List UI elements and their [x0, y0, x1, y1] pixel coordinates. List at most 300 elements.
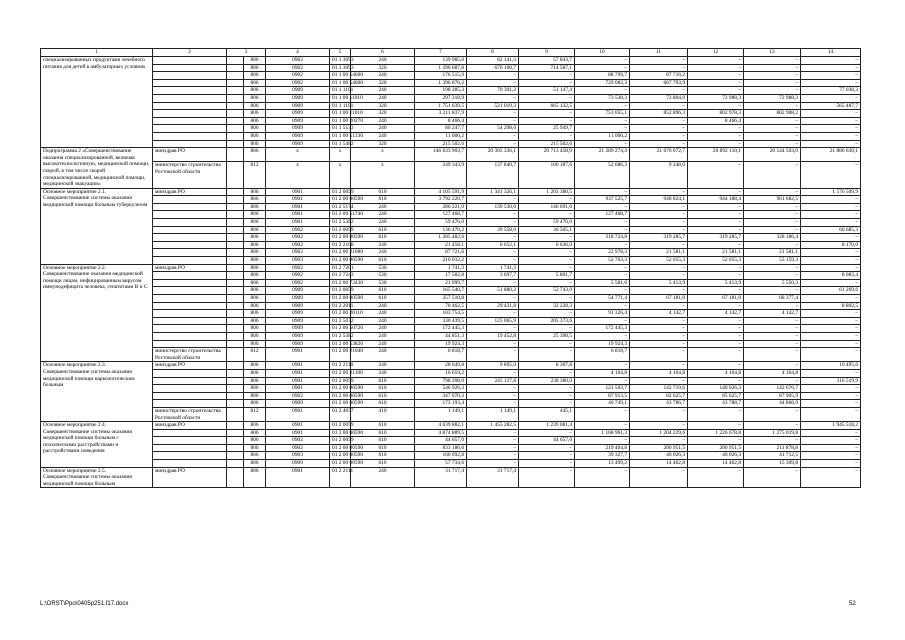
grbs-code-cell: 806	[244, 317, 266, 325]
target-article-cell: 01 2 0059	[330, 422, 351, 430]
amount-cell: –	[744, 241, 801, 249]
section-code-cell: 0902	[266, 57, 330, 65]
amount-cell: 802 978,3	[688, 110, 744, 118]
performer-cell	[153, 87, 227, 95]
amount-cell: –	[801, 94, 861, 102]
amount-cell: –	[688, 317, 744, 325]
amount-cell: 1 341 326,1	[467, 188, 519, 196]
target-article-cell: 01 2 0059	[330, 226, 351, 234]
column-number: 11	[630, 49, 688, 57]
target-article-cell: 01 1 00 51330	[330, 132, 351, 140]
grbs-code-cell: 806	[244, 264, 266, 272]
amount-cell: –	[744, 302, 801, 310]
amount-cell: 249 343,9	[415, 162, 467, 188]
amount-cell: –	[575, 226, 630, 234]
amount-cell: –	[575, 102, 630, 110]
performer-cell	[153, 241, 227, 249]
amount-cell: 802 908,2	[744, 110, 801, 118]
table-row	[41, 400, 861, 408]
amount-cell: 729 082,3	[575, 79, 630, 87]
amount-cell: 5 550,3	[744, 279, 801, 287]
performer-cell: минздрав РО	[153, 362, 227, 370]
expense-type-cell: 530	[351, 279, 415, 287]
grbs-code-cell: 806	[244, 332, 266, 340]
grbs-code-cell: 806	[244, 57, 266, 65]
performer-cell	[153, 211, 227, 219]
grbs-code-cell: 806	[244, 87, 266, 95]
amount-cell: 72 988,3	[744, 94, 801, 102]
column-number: 9	[519, 49, 575, 57]
performer-cell	[153, 249, 227, 257]
amount-cell: –	[519, 400, 575, 408]
expense-type-cell: 320	[351, 140, 415, 148]
amount-cell: –	[467, 310, 519, 318]
amount-cell: –	[519, 460, 575, 468]
amount-cell: –	[630, 226, 688, 234]
amount-cell: 44 657,0	[519, 437, 575, 445]
expense-type-cell: 240	[351, 332, 415, 340]
section-code-cell: 0909	[266, 332, 330, 340]
grbs-code-cell: 806	[244, 325, 266, 333]
amount-cell: 20 544 503,0	[744, 148, 801, 162]
amount-cell: –	[519, 385, 575, 393]
expense-type-cell: 610	[351, 257, 415, 265]
amount-cell: –	[467, 257, 519, 265]
amount-cell: –	[467, 437, 519, 445]
amount-cell: –	[519, 467, 575, 488]
spacer-cell	[227, 117, 244, 125]
expense-type-cell: 240	[351, 340, 415, 348]
section-code-cell: 0902	[266, 444, 330, 452]
section-code-cell: 0909	[266, 400, 330, 408]
table-row	[41, 203, 861, 211]
amount-cell: –	[688, 467, 744, 488]
table-row	[41, 437, 861, 445]
expense-type-cell: 530	[351, 264, 415, 272]
table-row	[41, 362, 861, 370]
amount-cell: 521 019,3	[467, 102, 519, 110]
section-code-cell: x	[266, 162, 330, 188]
target-article-cell: 01 2 2110	[330, 362, 351, 370]
expense-type-cell: 240	[351, 249, 415, 257]
column-number: 4	[266, 49, 330, 57]
amount-cell: –	[519, 325, 575, 333]
grbs-code-cell: 806	[244, 94, 266, 102]
grbs-code-cell: 806	[244, 64, 266, 72]
performer-cell	[153, 110, 227, 118]
spacer-cell	[227, 460, 244, 468]
amount-cell: –	[519, 310, 575, 318]
spacer-cell	[227, 102, 244, 110]
amount-cell: 4 142,7	[744, 310, 801, 318]
amount-cell: –	[575, 287, 630, 295]
section-code-cell: 0901	[266, 188, 330, 196]
amount-cell: –	[630, 287, 688, 295]
target-article-cell: 01 1 5482	[330, 140, 351, 148]
spacer-cell	[227, 94, 244, 102]
amount-cell: 676 100,7	[467, 64, 519, 72]
expense-type-cell: 610	[351, 452, 415, 460]
grbs-code-cell: 806	[244, 422, 266, 430]
amount-cell: 172 445,3	[415, 325, 467, 333]
section-code-cell: 0901	[266, 377, 330, 385]
amount-cell: –	[467, 295, 519, 303]
amount-cell: 136 470,2	[415, 226, 467, 234]
amount-cell: 219 404,8	[575, 444, 630, 452]
table-row	[41, 72, 861, 80]
target-article-cell: 01 2 2011	[330, 302, 351, 310]
table-row	[41, 196, 861, 204]
target-article-cell: 01 2 2111	[330, 467, 351, 488]
table-row	[41, 219, 861, 227]
grbs-code-cell: 806	[244, 362, 266, 370]
amount-cell: 667 793,9	[630, 79, 688, 87]
table-row	[41, 287, 861, 295]
amount-cell: –	[688, 437, 744, 445]
amount-cell: –	[801, 400, 861, 408]
table-row	[41, 429, 861, 437]
section-code-cell: 0909	[266, 117, 330, 125]
table-row	[41, 460, 861, 468]
amount-cell: 14 462,8	[688, 460, 744, 468]
target-article-cell: 01 1 5133	[330, 125, 351, 133]
amount-cell: –	[467, 369, 519, 377]
spacer-cell	[227, 444, 244, 452]
section-code-cell: 0902	[266, 226, 330, 234]
expense-type-cell: 610	[351, 226, 415, 234]
amount-cell: 15 309,8	[744, 460, 801, 468]
amount-cell: 77 038,3	[801, 87, 861, 95]
amount-cell: –	[801, 348, 861, 362]
target-article-cell: 01 2 00 72430	[330, 279, 351, 287]
spacer-cell	[227, 332, 244, 340]
amount-cell: –	[744, 287, 801, 295]
amount-cell: 70 301,2	[467, 87, 519, 95]
spacer-cell	[227, 264, 244, 272]
program-activity-label: Основное мероприятие 2.5. Совершенствование системы оказания медицинской помощи больным	[41, 467, 153, 488]
target-article-cell: 01 2 00 51740	[330, 211, 351, 219]
amount-cell: –	[575, 241, 630, 249]
grbs-code-cell: 812	[244, 162, 266, 188]
amount-cell: 319 285,7	[630, 234, 688, 242]
amount-cell: –	[688, 226, 744, 234]
amount-cell: 6 652,1	[467, 241, 519, 249]
amount-cell: –	[467, 340, 519, 348]
amount-cell: 1 203 380,5	[519, 188, 575, 196]
spacer-cell	[227, 87, 244, 95]
grbs-code-cell: 806	[244, 444, 266, 452]
amount-cell: 330 439,5	[415, 317, 467, 325]
amount-cell: 44 866,9	[744, 400, 801, 408]
spacer-cell	[227, 452, 244, 460]
amount-cell: –	[575, 57, 630, 65]
table-row	[41, 422, 861, 430]
performer-cell: минздрав РО	[153, 467, 227, 488]
target-article-cell: 01 2 00 00590	[330, 234, 351, 242]
amount-cell: –	[630, 407, 688, 421]
target-article-cell: 01 2 00 50720	[330, 325, 351, 333]
target-article-cell: 01 2 7201	[330, 264, 351, 272]
grbs-code-cell: 806	[244, 437, 266, 445]
amount-cell: –	[630, 140, 688, 148]
amount-cell: –	[744, 362, 801, 370]
grbs-code-cell: 806	[244, 196, 266, 204]
amount-cell: 714 587,1	[519, 64, 575, 72]
amount-cell: 100 187,6	[519, 162, 575, 188]
amount-cell: 200 951,5	[630, 444, 688, 452]
amount-cell: –	[630, 467, 688, 488]
spacer-cell	[227, 279, 244, 287]
footer-page-number: 52	[849, 601, 856, 607]
amount-cell: –	[744, 325, 801, 333]
amount-cell: –	[801, 340, 861, 348]
amount-cell: 245 127,8	[467, 377, 519, 385]
amount-cell: –	[467, 234, 519, 242]
amount-cell: –	[801, 452, 861, 460]
spacer-cell	[227, 125, 244, 133]
amount-cell: –	[744, 72, 801, 80]
target-article-cell: 01 2 7243	[330, 272, 351, 280]
amount-cell: 1 239 081,4	[519, 422, 575, 430]
expense-type-cell: 610	[351, 460, 415, 468]
amount-cell: 318 724,8	[575, 234, 630, 242]
target-article-cell: 01 2 5174	[330, 203, 351, 211]
target-article-cell: 01 2 5072	[330, 317, 351, 325]
amount-cell: 173 193,4	[415, 400, 467, 408]
amount-cell: –	[575, 203, 630, 211]
amount-cell: –	[688, 272, 744, 280]
grbs-code-cell: 806	[244, 79, 266, 87]
amount-cell: 5 801,7	[519, 272, 575, 280]
amount-cell: 60 685,3	[801, 226, 861, 234]
amount-cell: 142 676,7	[744, 385, 801, 393]
table-row	[41, 385, 861, 393]
amount-cell: 13 499,2	[575, 460, 630, 468]
amount-cell: –	[575, 64, 630, 72]
amount-cell: –	[575, 140, 630, 148]
amount-cell: 165 540,7	[415, 287, 467, 295]
spacer-cell	[227, 249, 244, 257]
table-row	[41, 140, 861, 148]
amount-cell: –	[467, 72, 519, 80]
amount-cell: –	[630, 241, 688, 249]
amount-cell: 21 458,1	[415, 241, 467, 249]
spacer-cell	[227, 241, 244, 249]
performer-cell	[153, 310, 227, 318]
performer-cell: министерство строительства Ростовской области	[153, 348, 227, 362]
grbs-code-cell: 806	[244, 310, 266, 318]
amount-cell: 32 228,3	[519, 302, 575, 310]
expense-type-cell: 240	[351, 302, 415, 310]
amount-cell: –	[688, 57, 744, 65]
grbs-code-cell: 806	[244, 302, 266, 310]
amount-cell: –	[467, 452, 519, 460]
grbs-code-cell: 806	[244, 125, 266, 133]
amount-cell: –	[744, 407, 801, 421]
column-number: 1	[41, 49, 153, 57]
performer-cell	[153, 287, 227, 295]
amount-cell: –	[688, 362, 744, 370]
table-row	[41, 377, 861, 385]
amount-cell: –	[630, 102, 688, 110]
spacer-cell	[227, 295, 244, 303]
amount-cell: 1 396 876,2	[415, 79, 467, 87]
amount-cell: 1 149,1	[415, 407, 467, 421]
amount-cell: –	[744, 422, 801, 430]
section-code-cell: 0909	[266, 325, 330, 333]
amount-cell: 8 307,8	[519, 362, 575, 370]
amount-cell: 1 576 509,9	[801, 188, 861, 196]
amount-cell: 68 377,4	[744, 295, 801, 303]
amount-cell: –	[575, 437, 630, 445]
amount-cell: –	[575, 377, 630, 385]
amount-cell: 139 985,0	[415, 57, 467, 65]
amount-cell: –	[744, 437, 801, 445]
expense-type-cell: 610	[351, 234, 415, 242]
grbs-code-cell: 806	[244, 467, 266, 488]
program-activity-label: Основное мероприятие 2.3. Совершенствование системы оказания медицинской помощи наркологическим больным	[41, 362, 153, 422]
table-row	[41, 57, 861, 65]
amount-cell: –	[801, 407, 861, 421]
amount-cell: 127 468,7	[575, 211, 630, 219]
expense-type-cell: 240	[351, 219, 415, 227]
amount-cell: –	[630, 203, 688, 211]
amount-cell: 52 743,0	[519, 287, 575, 295]
amount-cell: 1 226 678,8	[688, 429, 744, 437]
spacer-cell	[227, 317, 244, 325]
amount-cell: –	[467, 325, 519, 333]
table-row	[41, 310, 861, 318]
amount-cell: –	[575, 362, 630, 370]
amount-cell: –	[688, 102, 744, 110]
amount-cell: 21 581,1	[630, 249, 688, 257]
expense-type-cell: 410	[351, 407, 415, 421]
target-article-cell: 01 2 4037	[330, 407, 351, 421]
column-number: 7	[415, 49, 467, 57]
performer-cell	[153, 102, 227, 110]
target-article-cell: 01 1 00 11010	[330, 110, 351, 118]
amount-cell: 4 105 591,9	[415, 188, 467, 196]
amount-cell: 11 000,2	[575, 132, 630, 140]
table-row	[41, 467, 861, 488]
section-code-cell: 0901	[266, 203, 330, 211]
grbs-code-cell: 806	[244, 272, 266, 280]
amount-cell: –	[801, 203, 861, 211]
target-article-cell: 01 2 00 00590	[330, 429, 351, 437]
target-article-cell: 01 2 0059	[330, 377, 351, 385]
section-code-cell: 0902	[266, 241, 330, 249]
table-row	[41, 332, 861, 340]
target-article-cell: 01 2 00 00590	[330, 196, 351, 204]
amount-cell: 8 466,4	[415, 117, 467, 125]
expense-type-cell: 610	[351, 437, 415, 445]
column-number: 5	[330, 49, 351, 57]
amount-cell: 21 676 072,7	[630, 148, 688, 162]
amount-cell: –	[519, 295, 575, 303]
amount-cell: 316 519,9	[801, 377, 861, 385]
section-code-cell: 0901	[266, 429, 330, 437]
amount-cell: –	[519, 279, 575, 287]
amount-cell: 43 786,7	[630, 400, 688, 408]
amount-cell: 8 466,4	[688, 117, 744, 125]
amount-cell: 6 818,7	[575, 348, 630, 362]
section-code-cell: 0903	[266, 257, 330, 265]
amount-cell: –	[575, 302, 630, 310]
amount-cell: 19 924,3	[575, 340, 630, 348]
grbs-code-cell: 806	[244, 257, 266, 265]
amount-cell: 80 247,7	[415, 125, 467, 133]
amount-cell: 445,1	[519, 407, 575, 421]
expense-type-cell: 240	[351, 467, 415, 488]
spacer-cell	[227, 64, 244, 72]
spacer-cell	[227, 203, 244, 211]
amount-cell: –	[519, 94, 575, 102]
section-code-cell: 0901	[266, 219, 330, 227]
expense-type-cell: 320	[351, 79, 415, 87]
amount-cell: 40 026,3	[630, 452, 688, 460]
amount-cell: 215 502,6	[415, 140, 467, 148]
performer-cell	[153, 295, 227, 303]
section-code-cell: 0901	[266, 422, 330, 430]
amount-cell: –	[801, 234, 861, 242]
amount-cell: –	[630, 348, 688, 362]
target-article-cell: 01 2 00 00590	[330, 444, 351, 452]
amount-cell: –	[519, 452, 575, 460]
amount-cell: –	[801, 249, 861, 257]
spacer-cell	[227, 72, 244, 80]
performer-cell	[153, 325, 227, 333]
table-row	[41, 188, 861, 196]
amount-cell: –	[630, 332, 688, 340]
target-article-cell: 01 1 00 54600	[330, 79, 351, 87]
amount-cell: –	[688, 422, 744, 430]
column-number: 3	[227, 49, 266, 57]
amount-cell: 82 625,7	[630, 392, 688, 400]
amount-cell: –	[801, 79, 861, 87]
amount-cell: 4 164,8	[575, 369, 630, 377]
grbs-code-cell: 806	[244, 287, 266, 295]
grbs-code-cell: 806	[244, 148, 266, 162]
performer-cell	[153, 452, 227, 460]
amount-cell: 176 515,9	[415, 72, 467, 80]
amount-cell: 8 802,5	[801, 302, 861, 310]
amount-cell: –	[744, 132, 801, 140]
section-code-cell: 0909	[266, 287, 330, 295]
section-code-cell: 0909	[266, 317, 330, 325]
amount-cell: 961 682,5	[744, 196, 801, 204]
section-code-cell: 0909	[266, 110, 330, 118]
expense-type-cell: 610	[351, 422, 415, 430]
section-code-cell: 0902	[266, 437, 330, 445]
expense-type-cell: 240	[351, 325, 415, 333]
amount-cell: –	[630, 188, 688, 196]
amount-cell: 39 558,0	[467, 226, 519, 234]
spacer-cell	[227, 79, 244, 87]
target-article-cell: 01 2 0059	[330, 287, 351, 295]
amount-cell: 59 476,0	[415, 219, 467, 227]
amount-cell: –	[519, 249, 575, 257]
amount-cell: 52 055,3	[630, 257, 688, 265]
amount-cell: 146 633 903,7	[415, 148, 467, 162]
section-code-cell: 0909	[266, 460, 330, 468]
amount-cell: –	[630, 302, 688, 310]
amount-cell: 16 659,2	[415, 369, 467, 377]
amount-cell: –	[688, 407, 744, 421]
amount-cell: –	[519, 369, 575, 377]
amount-cell: 52 763,3	[575, 257, 630, 265]
target-article-cell: 01 2 00 00590	[330, 400, 351, 408]
column-number: 12	[688, 49, 744, 57]
